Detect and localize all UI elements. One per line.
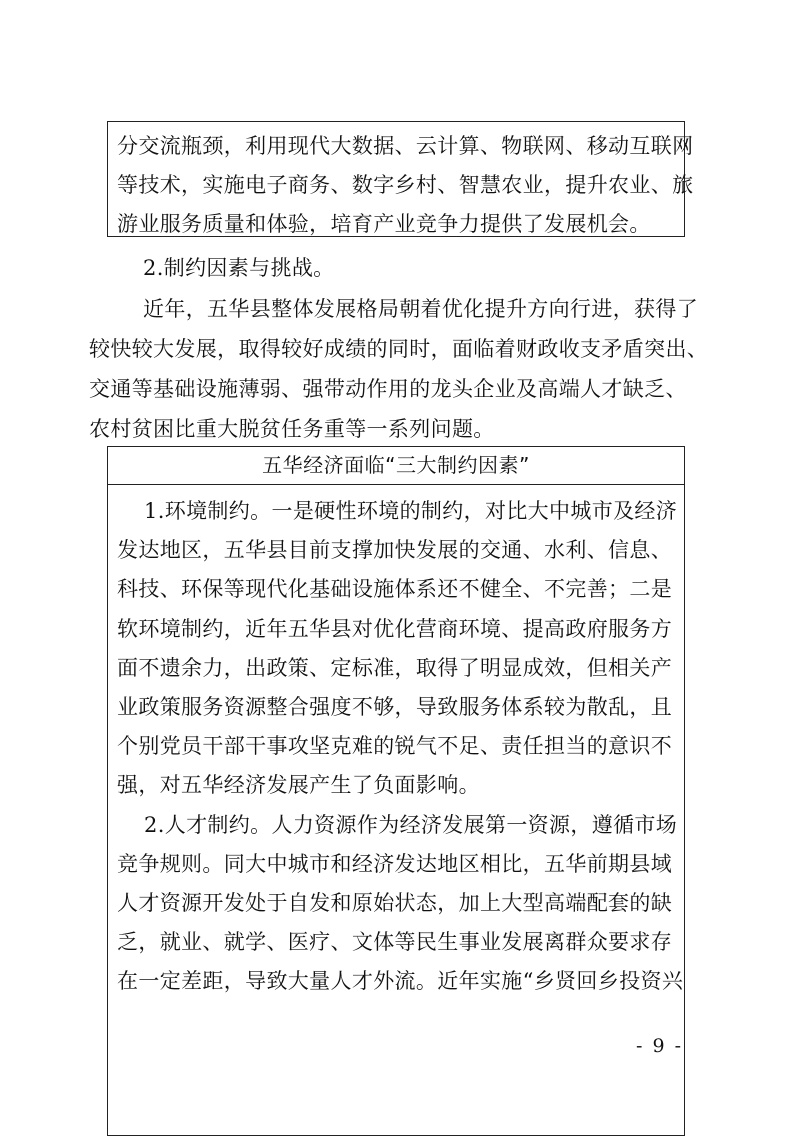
box2-line: 在一定差距，导致大量人才外流。近年实施“乡贤回乡投资兴 — [117, 969, 684, 993]
box1-line: 分交流瓶颈，利用现代大数据、云计算、物联网、移动互联网 — [117, 134, 694, 158]
paragraph-line: 农村贫困比重大脱贫任务重等一系列问题。 — [89, 417, 495, 441]
box2-line: 发达地区，五华县目前支撑加快发展的交通、水利、信息、 — [117, 538, 673, 562]
box1-line: 游业服务质量和体验，培育产业竞争力提供了发展机会。 — [117, 212, 651, 236]
box-title-divider — [107, 484, 685, 485]
box-title: 五华经济面临“三大制约因素” — [262, 453, 530, 477]
box2-line: 乏，就业、就学、医疗、文体等民生事业发展离群众要求存 — [117, 930, 673, 954]
paragraph-line: 交通等基础设施薄弱、强带动作用的龙头企业及高端人才缺乏、 — [89, 377, 687, 401]
page-number: - 9 - — [636, 1035, 684, 1057]
box2-line: 科技、环保等现代化基础设施体系还不健全、不完善；二是 — [117, 577, 673, 601]
paragraph-line: 近年，五华县整体发展格局朝着优化提升方向行进，获得了 — [143, 297, 699, 321]
box2-line: 竞争规则。同大中城市和经济发达地区相比，五华前期县域 — [117, 852, 673, 876]
box2-line: 面不遗余力，出政策、定标准，取得了明显成效，但相关产 — [117, 656, 673, 680]
box2-line: 1.环境制约。一是硬性环境的制约，对比大中城市及经济 — [144, 499, 678, 523]
paragraph-line: 较快较大发展，取得较好成绩的同时，面临着财政收支矛盾突出、 — [89, 337, 709, 361]
box1-line: 等技术，实施电子商务、数字乡村、智慧农业，提升农业、旅 — [117, 173, 694, 197]
box2-line: 个别党员干部干事攻坚克难的锐气不足、责任担当的意识不 — [117, 734, 673, 758]
box2-line: 人才资源开发处于自发和原始状态，加上大型高端配套的缺 — [117, 891, 673, 915]
box2-line: 软环境制约，近年五华县对优化营商环境、提高政府服务方 — [117, 617, 673, 641]
section-heading: 2.制约因素与挑战。 — [143, 256, 335, 280]
box2-line: 业政策服务资源整合强度不够，导致服务体系较为散乱，且 — [117, 695, 673, 719]
box2-line: 强，对五华经济发展产生了负面影响。 — [117, 773, 480, 797]
box2-line: 2.人才制约。人力资源作为经济发展第一资源，遵循市场 — [144, 813, 678, 837]
